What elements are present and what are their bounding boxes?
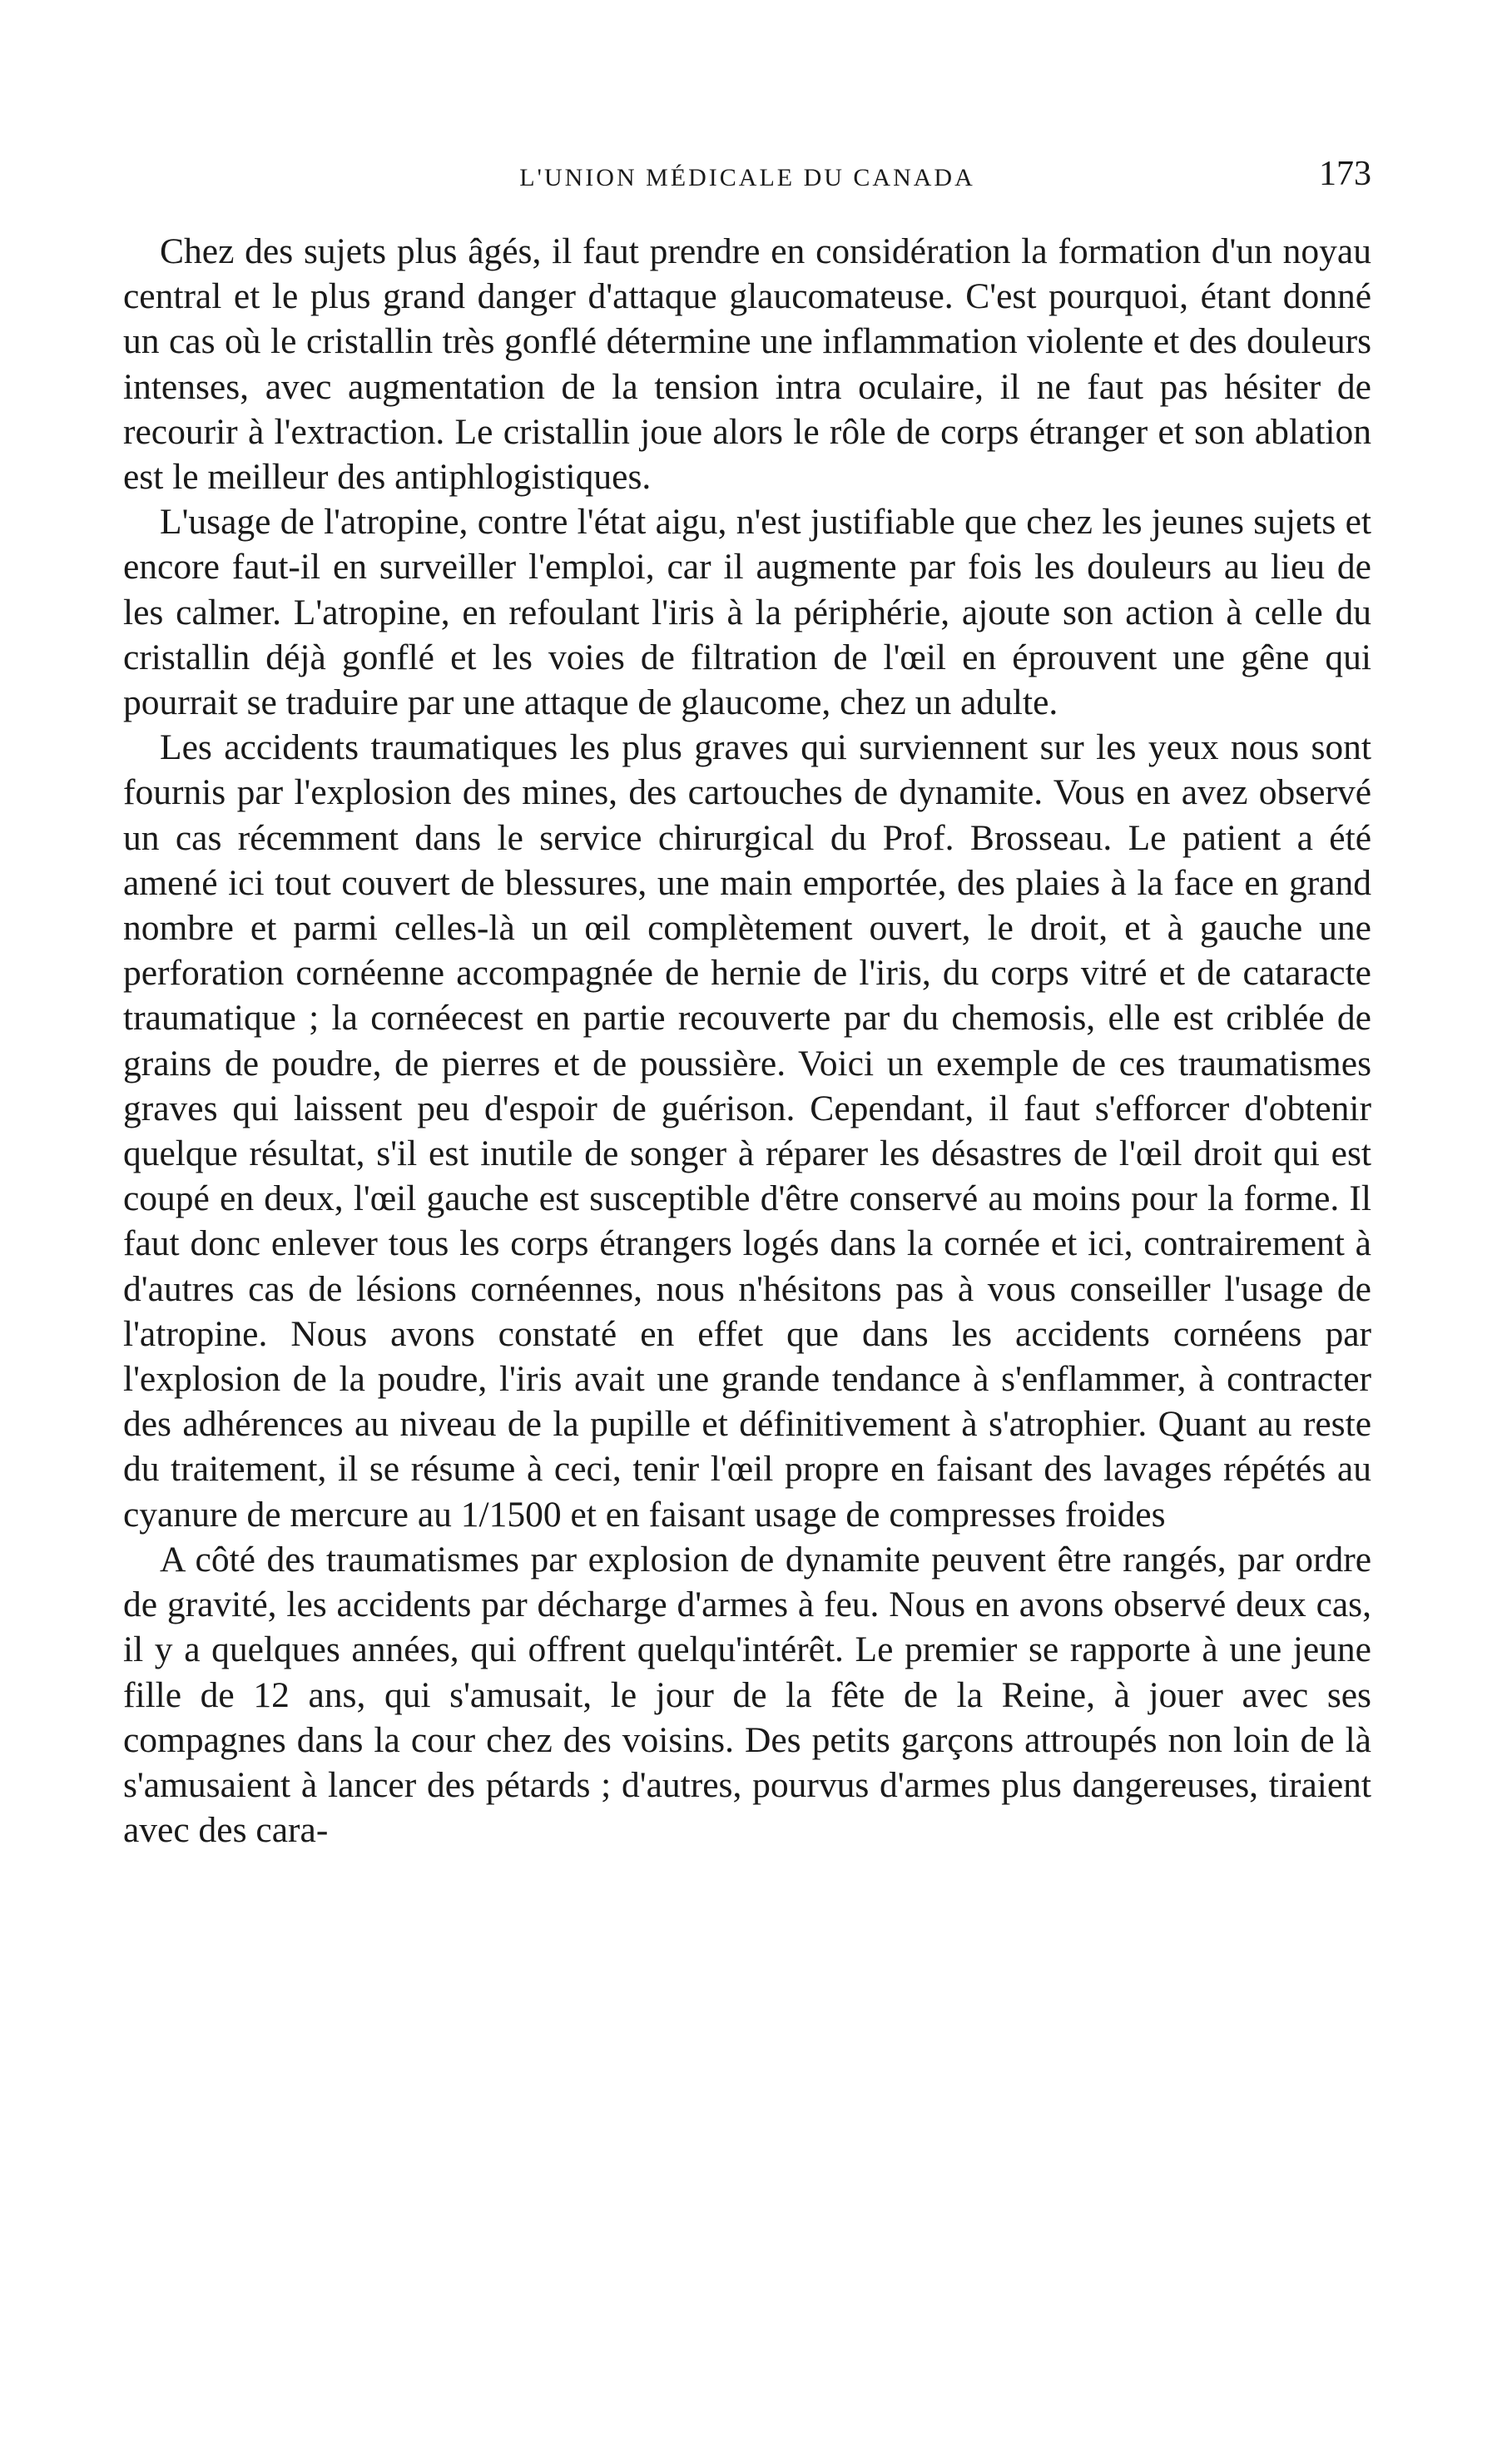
paragraph: Les accidents traumatiques les plus graves qui surviennent sur les yeux nous sont fournis par l'explosion des mines, des cartouches de dynamite. Vous en avez observé un cas récemment dans le service chirurgical du Prof. Brosseau. Le patient a été amené ici tout couvert de blessures, une main emportée, des plaies à la face en grand nombre et parmi celles-là un œil complètement ouvert, le droit, et à gauche une perforation cornéenne accompagnée de hernie de l'iris, du corps vitré et de cataracte traumatique ; la cornéecest en partie recouverte par du chemosis, elle est criblée de grains de poudre, de pierres et de poussière. Voici un exemple de ces traumatismes graves qui laissent peu d'espoir de guérison. Cependant, il faut s'efforcer d'obtenir quelque résultat, s'il est inutile de songer à réparer les désastres de l'œil droit qui est coupé en deux, l'œil gauche est susceptible d'être conservé au moins pour la forme. Il faut donc enlever tous les corps étrangers logés dans la cornée et ici, contrairement à d'autres cas de lésions cornéennes, nous n'hésitons pas à vous conseiller l'usage de l'atropine. Nous avons constaté en effet que dans les accidents cornéens par l'explosion de la poudre, l'iris avait une grande tendance à s'enflammer, à contracter des adhérences au niveau de la pupille et définitivement à s'atrophier. Quant au reste du traitement, il se résume à ceci, tenir l'œil propre en faisant des lavages répétés au cyanure de mercure au 1/1500 et en faisant usage de compresses froides: [123, 727, 1371, 1535]
paragraph: Chez des sujets plus âgés, il faut prendre en considération la formation d'un noyau central et le plus grand danger d'attaque glaucomateuse. C'est pourquoi, étant donné un cas où le cristallin très gonflé détermine une inflammation violente et des douleurs intenses, avec augmentation de la tension intra oculaire, il ne faut pas hésiter de recourir à l'extraction. Le cristallin joue alors le rôle de corps étranger et son ablation est le meilleur des antiphlogistiques.: [123, 231, 1371, 498]
page-number: 173: [1319, 155, 1371, 193]
paragraph: L'usage de l'atropine, contre l'état aigu, n'est justifiable que chez les jeunes sujets et encore faut-il en surveiller l'emploi, car il augmente par fois les douleurs au lieu de les calmer. L'atropine, en refoulant l'iris à la périphérie, ajoute son action à celle du cristallin déjà gonflé et les voies de filtration de l'œil en éprouvent une gêne qui pourrait se traduire par une attaque de glaucome, chez un adulte.: [123, 502, 1371, 723]
running-title: L'UNION MÉDICALE DU CANADA: [519, 164, 975, 191]
page-header: [123, 146, 1371, 196]
paragraph: A côté des traumatismes par explosion de dynamite peuvent être rangés, par ordre de gravité, les accidents par décharge d'armes à feu. Nous en avons observé deux cas, il y a quelques années, qui offrent quelqu'intérêt. Le premier se rapporte à une jeune fille de 12 ans, qui s'amusait, le jour de la fête de la Reine, à jouer avec ses compagnes dans la cour chez des voisins. Des petits garçons attroupés non loin de là s'amusaient à lancer des pétards ; d'autres, pourvus d'armes plus dangereuses, tiraient avec des cara-: [123, 1539, 1371, 1851]
body-text: [123, 229, 1371, 1852]
page: [123, 146, 1371, 1852]
